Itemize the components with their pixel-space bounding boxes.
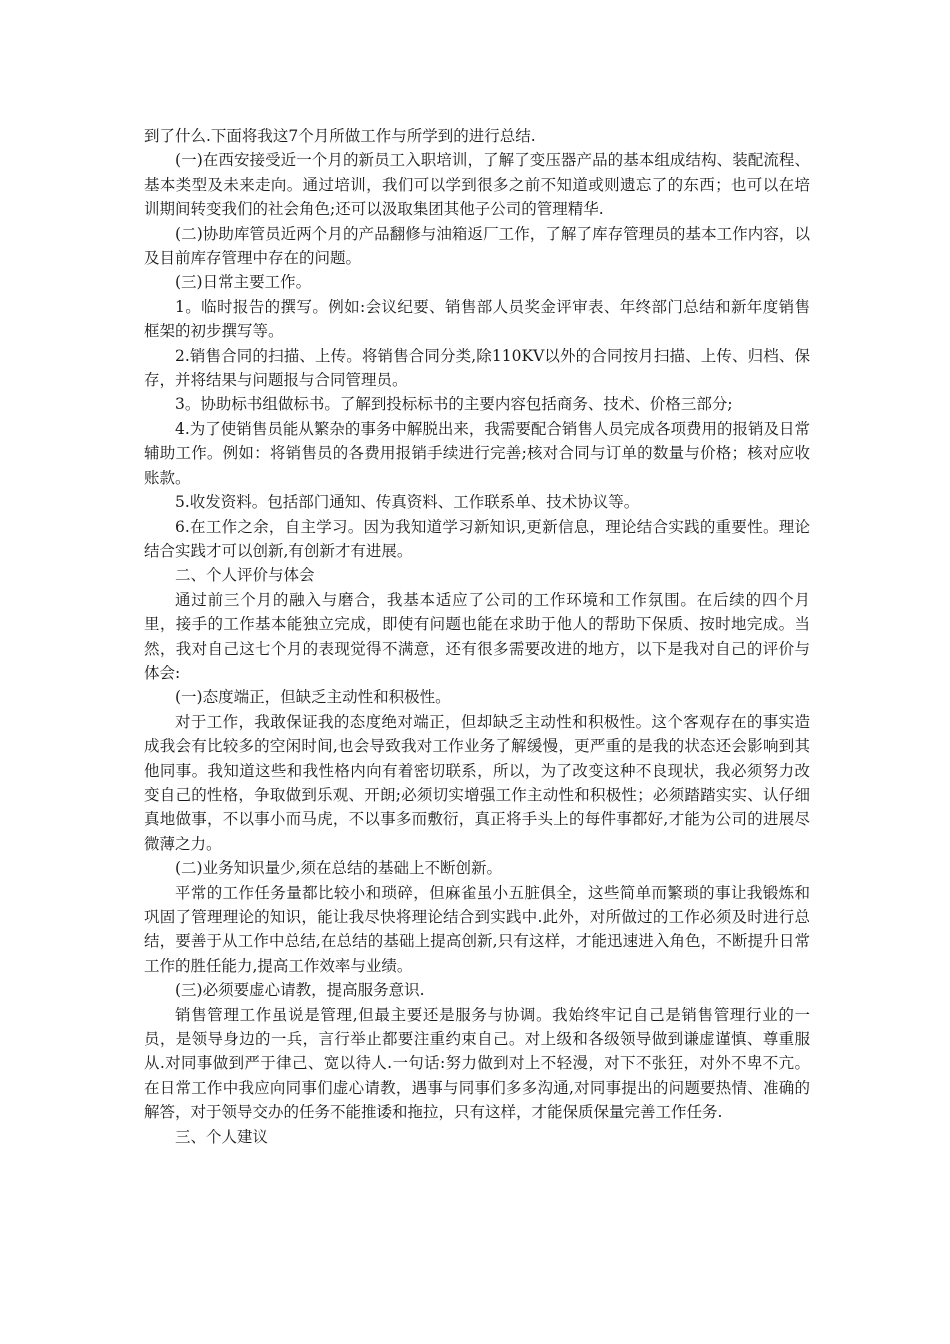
subheading-knowledge: (二)业务知识量少,须在总结的基础上不断创新。 xyxy=(175,859,503,878)
section-heading-suggestions: 三、个人建议 xyxy=(175,1127,269,1146)
document-body xyxy=(144,124,810,1149)
paragraph-training: (一)在西安接受近一个月的新员工入职培训，了解了变压器产品的基本组成结构、装配流程、基本类型及未来走向。通过培训，我们可以学到很多之前不知道或则遗忘了的东西；也可以在培训期间转变我们的社会角色;还可以汲取集团其他子公司的管理精华. xyxy=(144,151,810,219)
subheading-attitude: (一)态度端正，但缺乏主动性和积极性。 xyxy=(175,688,451,707)
list-item-reports: 1。临时报告的撰写。例如:会议纪要、销售部人员奖金评审表、年终部门总结和新年度销售框架的初步撰写等。 xyxy=(144,297,810,341)
list-item-study: 6.在工作之余，自主学习。因为我知道学习新知识,更新信息，理论结合实践的重要性。理论结合实践才可以创新,有创新才有进展。 xyxy=(144,517,810,560)
subheading-service: (三)必须要虚心请教，提高服务意识. xyxy=(175,981,425,1000)
paragraph-knowledge: 平常的工作任务量都比较小和琐碎，但麻雀虽小五脏俱全，这些简单而繁琐的事让我锻炼和巩固了管理理论的知识，能让我尽快将理论结合到实践中.此外，对所做过的工作必须及时进行总结，要善于从工作中总结,在总结的基础上提高创新,只有这样，才能迅速进入角色，不断提升日常工作的胜任能力,提高工作效率与业绩。 xyxy=(144,883,810,975)
heading-daily-work: (三)日常主要工作。 xyxy=(175,273,312,292)
list-item-bids: 3。协助标书组做标书。了解到投标标书的主要内容包括商务、技术、价格三部分; xyxy=(175,395,733,414)
section-heading-evaluation: 二、个人评价与体会 xyxy=(175,566,315,585)
list-item-documents: 5.收发资料。包括部门通知、传真资料、工作联系单、技术协议等。 xyxy=(175,493,640,512)
paragraph-service: 销售管理工作虽说是管理,但最主要还是服务与协调。我始终牢记自己是销售管理行业的一员，是领导身边的一兵，言行举止都要注重约束自己。对上级和各级领导做到谦虚谨慎、尊重服从.对同事做到严于律己、宽以待人.一句话:努力做到对上不轻漫，对下不张狂，对外不卑不亢。在日常工作中我应向同事们虚心请教，遇事与同事们多多沟通,对同事提出的问题要热情、准确的解答，对于领导交办的任务不能推诿和拖拉，只有这样，才能保质保量完善工作任务. xyxy=(144,1005,810,1122)
paragraph-intro: 到了什么.下面将我这7个月所做工作与所学到的进行总结. xyxy=(144,127,536,145)
paragraph-attitude: 对于工作，我敢保证我的态度绝对端正，但却缺乏主动性和积极性。这个客观存在的事实造成我会有比较多的空闲时间,也会导致我对工作业务了解缓慢，更严重的是我的状态还会影响到其他同事。我知道这些和我性格内向有着密切联系，所以，为了改变这种不良现状，我必须努力改变自己的性格，争取做到乐观、开朗;必须切实增强工作主动性和积极性；必须踏踏实实、认仔细真地做事，不以事小而马虎，不以事多而敷衍，真正将手头上的每件事都好,才能为公司的进展尽微薄之力。 xyxy=(144,712,810,853)
list-item-contracts: 2.销售合同的扫描、上传。将销售合同分类,除110KV以外的合同按月扫描、上传、归档、保存，并将结果与问题报与合同管理员。 xyxy=(144,346,810,390)
paragraph-warehouse: (二)协助库管员近两个月的产品翻修与油箱返厂工作，了解了库存管理员的基本工作内容，以及目前库存管理中存在的问题。 xyxy=(144,224,810,268)
list-item-expenses: 4.为了使销售员能从繁杂的事务中解脱出来，我需要配合销售人员完成各项费用的报销及日常辅助工作。例如：将销售员的各费用报销手续进行完善;核对合同与订单的数量与价格；核对应收账款。 xyxy=(144,419,810,487)
paragraph-adaptation: 通过前三个月的融入与磨合，我基本适应了公司的工作环境和工作氛围。在后续的四个月里，接手的工作基本能独立完成，即使有问题也能在求助于他人的帮助下保质、按时地完成。当然，我对自己这七个月的表现觉得不满意，还有很多需要改进的地方，以下是我对自己的评价与体会: xyxy=(144,590,810,682)
